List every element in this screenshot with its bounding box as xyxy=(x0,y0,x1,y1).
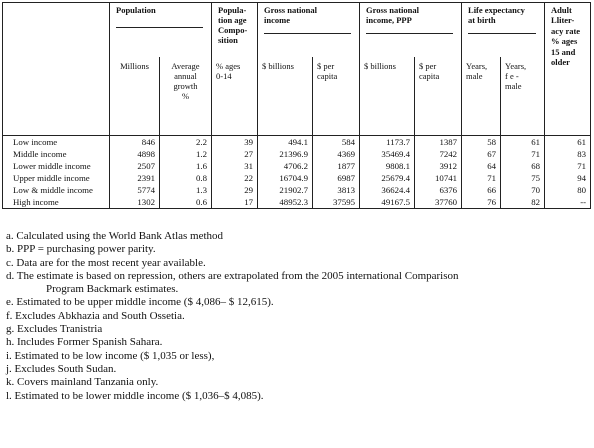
table-row xyxy=(3,172,591,184)
ppp-per-capita-cell: 1387 xyxy=(415,136,462,149)
gni-billions-cell: 48952.3 xyxy=(258,196,313,209)
ages-0-14-cell: 29 xyxy=(212,184,258,196)
table-row xyxy=(3,196,591,209)
adult-literacy-cell: 80 xyxy=(545,184,591,196)
row-label-cell: Upper middle income xyxy=(3,172,110,184)
gni-per-capita-cell: 37595 xyxy=(313,196,360,209)
row-label-cell: Lower middle income xyxy=(3,160,110,172)
adult-literacy-cell: 94 xyxy=(545,172,591,184)
header-row xyxy=(3,3,591,58)
footnote-line: a. Calculated using the World Bank Atlas method xyxy=(6,230,224,242)
ppp-per-capita-cell: 10741 xyxy=(415,172,462,184)
population-millions-cell: 846 xyxy=(110,136,160,149)
ppp-billions-cell: 49167.5 xyxy=(360,196,415,209)
gni-per-capita-cell: 6987 xyxy=(313,172,360,184)
population-millions-cell: 2507 xyxy=(110,160,160,172)
population-growth-cell: 0.6 xyxy=(160,196,212,209)
statistics-table-container xyxy=(2,2,590,209)
footnote-line: c. Data are for the most recent year available. xyxy=(6,256,206,269)
gni-per-capita-cell: 3813 xyxy=(313,184,360,196)
ages-0-14-cell: 27 xyxy=(212,148,258,160)
ppp-per-capita-cell: 6376 xyxy=(415,184,462,196)
pop-age-header xyxy=(212,3,258,58)
gni-header xyxy=(258,3,360,58)
gni-underline xyxy=(264,33,351,34)
life-female-subheader: Years, f e - male xyxy=(501,57,545,136)
life-female-cell: 75 xyxy=(501,172,545,184)
ages-0-14-cell: 39 xyxy=(212,136,258,149)
pop-age-title: Popula- tion age Compo- sition xyxy=(218,5,248,45)
population-title: Population xyxy=(116,5,156,15)
footnote-line: f. Excludes Abkhazia and South Ossetia. xyxy=(6,309,185,322)
life-female-cell: 68 xyxy=(501,160,545,172)
literacy-title: Adult Lliter- acy rate % ages 15 and older xyxy=(551,5,581,68)
life-male-cell: 64 xyxy=(462,160,501,172)
life-expectancy-title: Life expectancy at birth xyxy=(468,5,525,25)
adult-literacy-cell: -- xyxy=(545,196,591,209)
life-expectancy-underline xyxy=(468,33,536,34)
life-expectancy-header xyxy=(462,3,545,58)
life-female-cell: 70 xyxy=(501,184,545,196)
footnotes xyxy=(6,230,592,403)
table-row xyxy=(3,148,591,160)
population-growth-cell: 1.2 xyxy=(160,148,212,160)
ppp-billions-cell: 25679.4 xyxy=(360,172,415,184)
population-underline xyxy=(116,27,203,28)
footnote-line: e. Estimated to be upper middle income ($ 4,086– $ 12,615). xyxy=(6,296,274,309)
population-millions-cell: 4898 xyxy=(110,148,160,160)
life-male-cell: 76 xyxy=(462,196,501,209)
population-growth-cell: 0.8 xyxy=(160,172,212,184)
population-header xyxy=(110,3,212,58)
footnote-line: Program Backmark estimates. xyxy=(46,283,179,296)
ppp-per-capita-cell: 7242 xyxy=(415,148,462,160)
growth-subheader: Average annual growth % xyxy=(160,57,212,136)
ages-subheader: % ages 0-14 xyxy=(212,57,258,136)
adult-literacy-cell: 61 xyxy=(545,136,591,149)
ppp-billions-subheader: $ billions xyxy=(360,57,415,136)
footnote-line: l. Estimated to be lower middle income ($ 1,036–$ 4,085). xyxy=(6,389,264,402)
row-label-cell: High income xyxy=(3,196,110,209)
millions-subheader: Millions xyxy=(110,57,160,136)
gni-billions-subheader: $ billions xyxy=(258,57,313,136)
life-female-cell: 61 xyxy=(501,136,545,149)
adult-literacy-cell: 83 xyxy=(545,148,591,160)
ppp-billions-cell: 35469.4 xyxy=(360,148,415,160)
population-millions-cell: 5774 xyxy=(110,184,160,196)
ppp-per-capita-subheader: $ per capita xyxy=(415,57,462,136)
population-millions-cell: 2391 xyxy=(110,172,160,184)
footnote-line: g. Excludes Tranistria xyxy=(6,323,103,336)
row-label-cell: Middle income xyxy=(3,148,110,160)
gni-billions-cell: 4706.2 xyxy=(258,160,313,172)
ppp-per-capita-cell: 37760 xyxy=(415,196,462,209)
corner-header xyxy=(3,3,110,58)
life-male-cell: 58 xyxy=(462,136,501,149)
gni-ppp-underline xyxy=(366,33,453,34)
gni-per-capita-cell: 4369 xyxy=(313,148,360,160)
ppp-billions-cell: 36624.4 xyxy=(360,184,415,196)
footnote-line: j. Excludes South Sudan. xyxy=(6,362,117,375)
literacy-header xyxy=(545,3,591,136)
adult-literacy-cell: 71 xyxy=(545,160,591,172)
row-label-cell: Low & middle income xyxy=(3,184,110,196)
ages-0-14-cell: 17 xyxy=(212,196,258,209)
footnote-line: k. Covers mainland Tanzania only. xyxy=(6,376,159,389)
table-row xyxy=(3,184,591,196)
corner-subheader xyxy=(3,57,110,136)
gni-ppp-title: Gross national income, PPP xyxy=(366,5,419,25)
subheader-row xyxy=(3,57,591,136)
population-growth-cell: 1.3 xyxy=(160,184,212,196)
world-income-statistics-table xyxy=(2,2,591,209)
table-row xyxy=(3,160,591,172)
gni-billions-cell: 494.1 xyxy=(258,136,313,149)
life-male-cell: 71 xyxy=(462,172,501,184)
ppp-billions-cell: 9808.1 xyxy=(360,160,415,172)
gni-billions-cell: 21902.7 xyxy=(258,184,313,196)
population-millions-cell: 1302 xyxy=(110,196,160,209)
life-male-subheader: Years, male xyxy=(462,57,501,136)
gni-billions-cell: 16704.9 xyxy=(258,172,313,184)
gni-per-capita-cell: 584 xyxy=(313,136,360,149)
table-row xyxy=(3,136,591,149)
gni-per-capita-subheader: $ per capita xyxy=(313,57,360,136)
gni-title: Gross national income xyxy=(264,5,317,25)
gni-ppp-header xyxy=(360,3,462,58)
life-female-cell: 71 xyxy=(501,148,545,160)
footnote-line: d. The estimate is based on repression, others are extrapolated from the 2005 international Comparison xyxy=(6,269,459,282)
ages-0-14-cell: 22 xyxy=(212,172,258,184)
life-male-cell: 66 xyxy=(462,184,501,196)
life-male-cell: 67 xyxy=(462,148,501,160)
footnote-line: i. Estimated to be low income ($ 1,035 or less), xyxy=(6,349,215,362)
life-female-cell: 82 xyxy=(501,196,545,209)
table-body xyxy=(3,136,591,209)
row-label-cell: Low income xyxy=(3,136,110,149)
ppp-billions-cell: 1173.7 xyxy=(360,136,415,149)
gni-per-capita-cell: 1877 xyxy=(313,160,360,172)
footnote-line: h. Includes Former Spanish Sahara. xyxy=(6,336,163,349)
footnote-line: b. PPP = purchasing power parity. xyxy=(6,243,156,256)
gni-billions-cell: 21396.9 xyxy=(258,148,313,160)
population-growth-cell: 1.6 xyxy=(160,160,212,172)
ages-0-14-cell: 31 xyxy=(212,160,258,172)
ppp-per-capita-cell: 3912 xyxy=(415,160,462,172)
population-growth-cell: 2.2 xyxy=(160,136,212,149)
